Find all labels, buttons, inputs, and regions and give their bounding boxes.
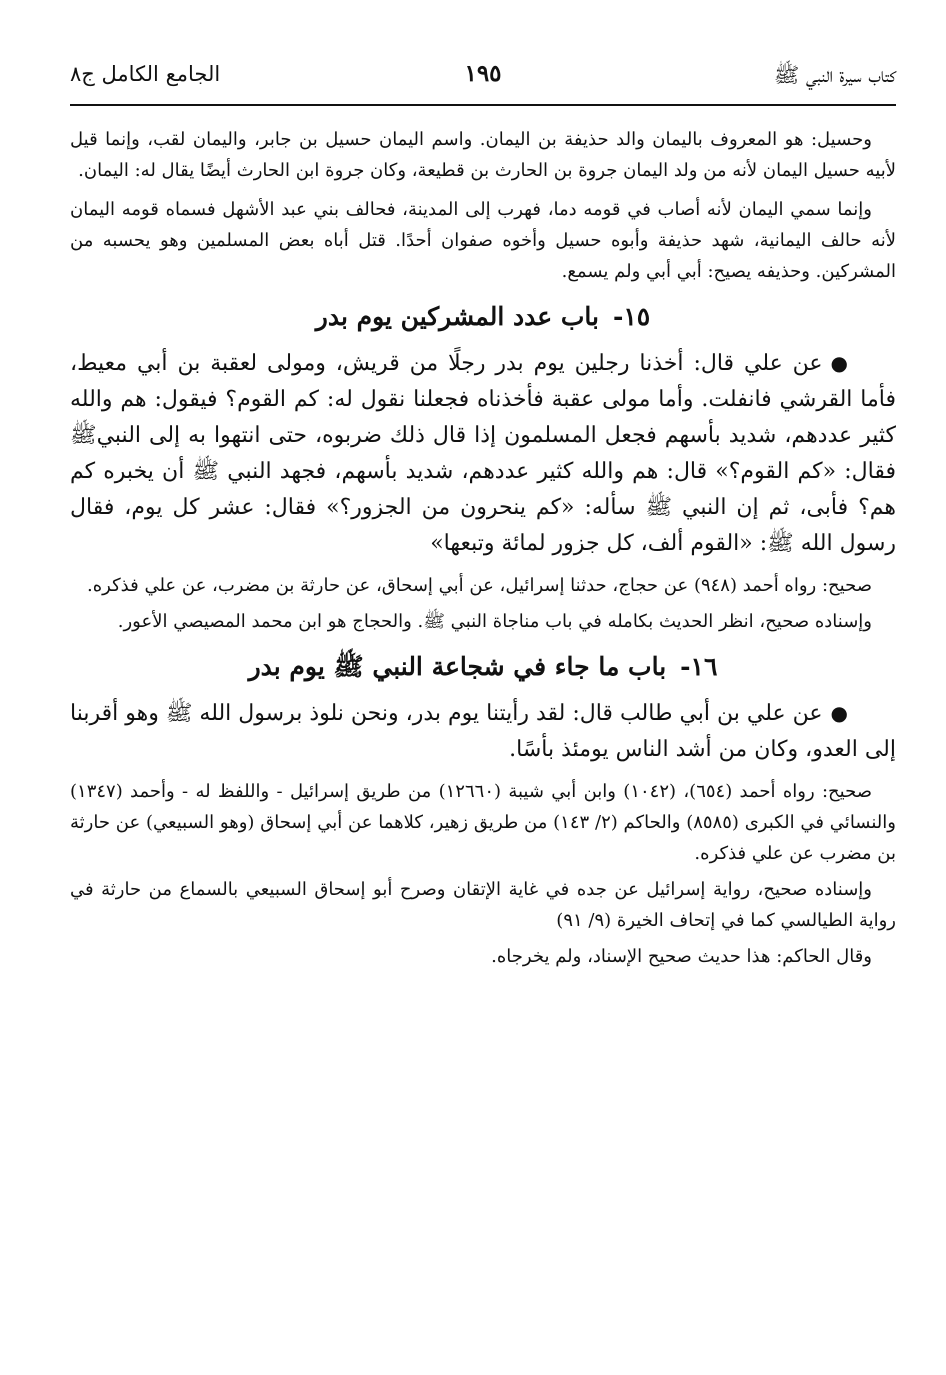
hadith-text (70, 345, 896, 562)
takhrij-note: صحيح: رواه أحمد (٦٥٤)، (١٠٤٢) وابن أبي شيبة (١٢٦٦٠) من طريق إسرائيل - واللفظ له - وأحمد (١٣٤٧) والنسائي في الكبرى (٨٥٨٥) والحاكم (٢/ ١٤٣) من طريق زهير، كلاهما عن أبي إسحاق (وهو السبيعي) عن حارثة بن مضرب عن علي فذكره. (70, 781, 896, 864)
hadith-16-body: عن علي بن أبي طالب قال: لقد رأيتنا يوم بدر، ونحن نلوذ برسول الله ﷺ وهو أقربنا إلى العدو، وكان من أشد الناس يومئذ بأسًا. (70, 701, 896, 762)
isnad-note: وإسناده صحيح، رواية إسرائيل عن جده في غاية الإتقان وصرح أبو إسحاق السبيعي بالسماع من حارثة في رواية الطيالسي كما في إتحاف الخيرة (٩/ ٩١) (70, 879, 896, 931)
page-header (70, 58, 896, 106)
chapter-title: باب عدد المشركين يوم بدر (315, 302, 599, 331)
chapter-number: ١٥- (612, 302, 651, 331)
paragraph-husayl: وحسيل: هو المعروف باليمان والد حذيفة بن اليمان. واسم اليمان حسيل بن جابر، واليمان لقب، وإنما قيل لأبيه حسيل اليمان لأنه من ولد اليمان جروة بن الحارث بن قطيعة، وكان جروة ابن الحارث أيضًا يقال له: اليمان. (70, 129, 896, 181)
chapter-heading-16 (70, 647, 896, 687)
bullet-icon: ● (830, 351, 848, 375)
bullet-icon: ● (830, 701, 848, 725)
document-page (70, 58, 896, 972)
book-volume-title: الجامع الكامل ج٨ (70, 62, 221, 86)
hadith-15-body: عن علي قال: أخذنا رجلين يوم بدر رجلًا من قريش، ومولى لعقبة بن أبي معيط، فأما القرشي فانفلت. وأما مولى عقبة فأخذناه فجعلنا نقول له: كم القوم؟ فيقول: هم والله كثير عددهم، شديد بأسهم فجعل المسلمون إذا قال ذلك ضربوه، حتى انتهوا به إلى النبيﷺ فقال: «كم القوم؟» قال: هم والله كثير عددهم، شديد بأسهم، فجهد النبي ﷺ أن يخبره كم هم؟ فأبى، ثم إن النبي ﷺ سأله: «كم ينحرون من الجزور؟» فقال: عشر كل يوم، فقال رسول الله ﷺ: «القوم ألف، كل جزور لمائة وتبعها» (70, 351, 896, 556)
paragraph-yaman-name: وإنما سمي اليمان لأنه أصاب في قومه دما، فهرب إلى المدينة، فحالف بني عبد الأشهل فسماه قومه اليمان لأنه حالف اليمانية، شهد حذيفة وأبوه حسيل وأخوه صفوان أحدًا. قتل أباه بعض المسلمين وهو يحسبه من المشركين. وحذيفه يصيح: أبي أبي ولم يسمع. (70, 199, 896, 282)
chapter-number: ١٦- (680, 652, 718, 681)
isnad-note: وإسناده صحيح، انظر الحديث بكامله في باب مناجاة النبي ﷺ. والحجاج هو ابن محمد المصيصي الأعور. (117, 611, 872, 632)
chapter-heading-15 (70, 297, 896, 337)
page-number: ١٩٥ (464, 60, 502, 87)
book-section-title: كتاب سيرة النبي ﷺ (773, 63, 896, 87)
chapter-title: باب ما جاء في شجاعة النبي ﷺ يوم بدر (248, 652, 667, 681)
hadith-text (70, 695, 896, 768)
takhrij-note: صحيح: رواه أحمد (٩٤٨) عن حجاج، حدثنا إسرائيل، عن أبي إسحاق، عن حارثة بن مضرب، عن علي فذكره. (87, 575, 872, 596)
page-content (70, 106, 896, 972)
hakim-note: وقال الحاكم: هذا حديث صحيح الإسناد، ولم يخرجاه. (491, 946, 872, 967)
